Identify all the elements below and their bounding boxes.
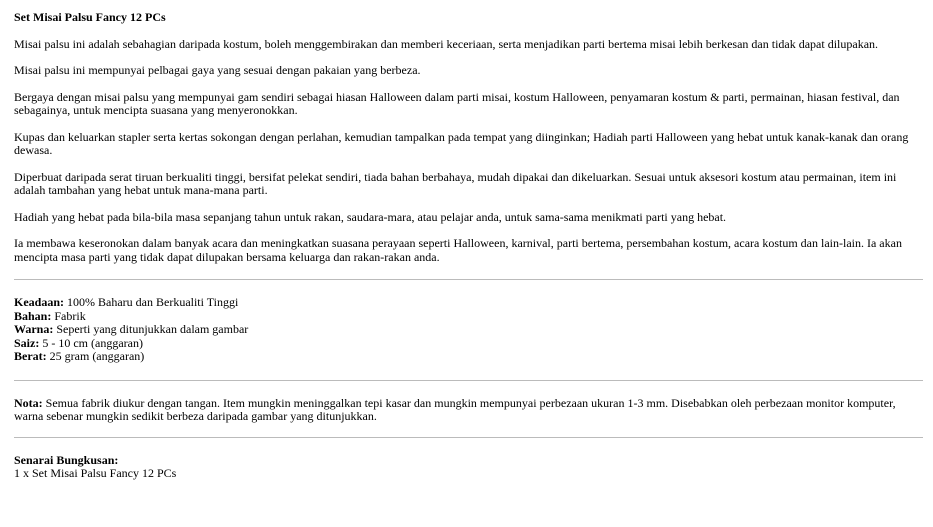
description-paragraph-3: Bergaya dengan misai palsu yang mempunyai gam sendiri sebagai hiasan Halloween dalam parti misai, kostum Halloween, penyamaran kostum & parti, permainan, hiasan festival, dan sebagainya, untuk mencipta suasana yang menyeronokkan. [14, 89, 900, 117]
package-label: Senarai Bungkusan: [14, 452, 119, 467]
section-divider [14, 437, 923, 438]
description-paragraph-2: Misai palsu ini mempunyai pelbagai gaya yang sesuai dengan pakaian yang berbeza. [14, 63, 421, 77]
description-paragraph-7: Ia membawa keseronokan dalam banyak acara dan meningkatkan suasana perayaan seperti Halloween, karnival, parti bertema, persembahan kostum, acara kostum dan lain-lain. Ia akan mencipta masa parti yang tidak dapat dilupakan bersama keluarga dan rakan-rakan anda. [14, 236, 902, 264]
spec-value: Fabrik [51, 308, 86, 323]
spec-label: Warna: [14, 322, 54, 336]
note-section [14, 397, 923, 424]
spec-label: Keadaan: [14, 295, 65, 309]
spec-value: Seperti yang ditunjukkan dalam gambar [53, 322, 249, 336]
package-list [14, 454, 923, 481]
spec-color [14, 323, 923, 337]
spec-size [14, 337, 923, 351]
package-item: 1 x Set Misai Palsu Fancy 12 PCs [14, 466, 177, 480]
spec-value: 100% Baharu dan Berkualiti Tinggi [64, 295, 239, 309]
note-text: Semua fabrik diukur dengan tangan. Item mungkin meninggalkan tepi kasar dan mungkin mempunyai perbezaan ukuran 1-3 mm. Disebabkan oleh perbezaan monitor komputer, warna sebenar mungkin sedikit berbeza daripada gambar yang ditunjukkan. [14, 395, 896, 423]
spec-material [14, 310, 923, 324]
spec-value: 5 - 10 cm (anggaran) [39, 335, 143, 350]
description-paragraph-4: Kupas dan keluarkan stapler serta kertas sokongan dengan perlahan, kemudian tampalkan pada tempat yang diinginkan; Hadiah parti Halloween yang hebat untuk kanak-kanak dan orang dewasa. [14, 129, 909, 157]
specifications-list [14, 296, 923, 364]
section-divider [14, 279, 923, 280]
spec-weight [14, 350, 923, 364]
section-divider [14, 380, 923, 381]
spec-label: Saiz: [14, 335, 40, 350]
spec-condition [14, 296, 923, 310]
product-title: Set Misai Palsu Fancy 12 PCs [14, 10, 166, 24]
spec-label: Bahan: [14, 308, 52, 323]
spec-label: Berat: [14, 349, 47, 363]
spec-value: 25 gram (anggaran) [46, 349, 145, 363]
description-paragraph-6: Hadiah yang hebat pada bila-bila masa sepanjang tahun untuk rakan, saudara-mara, atau pelajar anda, untuk sama-sama menikmati parti yang hebat. [14, 209, 727, 224]
description-paragraph-5: Diperbuat daripada serat tiruan berkualiti tinggi, bersifat pelekat sendiri, tiada bahan berbahaya, mudah dipakai dan dikeluarkan. Sesuai untuk aksesori kostum atau permainan, item ini adalah tambahan yang hebat untuk mana-mana parti. [14, 169, 897, 197]
note-label: Nota: [14, 395, 43, 410]
description-paragraph-1: Misai palsu ini adalah sebahagian daripada kostum, boleh menggembirakan dan memberi keceriaan, serta menjadikan parti bertema misai lebih berkesan dan tidak dapat dilupakan. [14, 36, 879, 51]
